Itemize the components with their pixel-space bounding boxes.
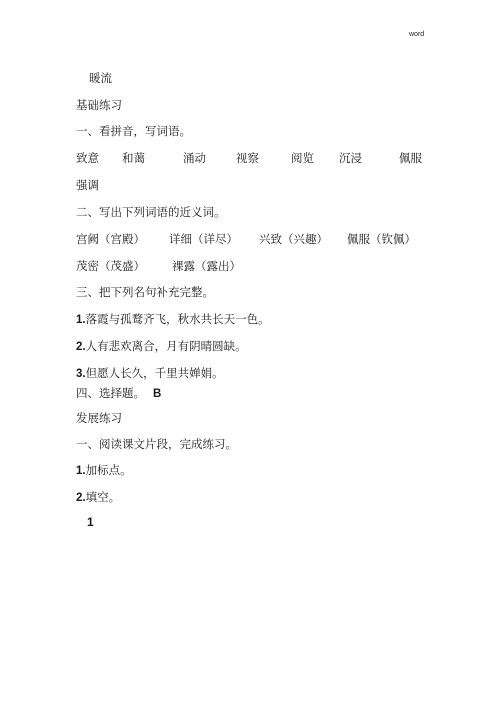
- exercise-number: 2.: [76, 492, 86, 504]
- synonym-pair: 详细（详尽）: [169, 232, 238, 246]
- dev-question-1-title: 一、阅读课文片段，完成练习。: [76, 437, 237, 451]
- question-3-title: 三、把下列名句补充完整。: [76, 285, 214, 299]
- verse-number: 1.: [76, 314, 86, 326]
- exercise-item: [76, 489, 120, 506]
- question-4: [76, 385, 161, 402]
- verse-text: 落霞与孤鹜齐飞，秋水共长天一色。: [85, 312, 270, 326]
- lesson-title: 暖流: [89, 71, 112, 85]
- verse-text: 但愿人长久，千里共婵娟。: [85, 366, 224, 380]
- word-item: 和蔼: [122, 151, 145, 165]
- exercise-text: 加标点。: [85, 463, 132, 477]
- page-number: 1: [87, 515, 94, 529]
- word-item: 强调: [76, 178, 99, 192]
- synonym-pair: 兴致（兴趣）: [259, 232, 328, 246]
- synonym-pair: 茂密（茂盛）: [76, 259, 145, 273]
- verse-item: [76, 338, 247, 355]
- section-basic-heading: 基础练习: [76, 98, 122, 112]
- verse-number: 3.: [76, 368, 86, 380]
- question-4-answer: B: [153, 388, 162, 400]
- word-item: 佩服: [399, 151, 422, 165]
- word-item: 致意: [76, 151, 99, 165]
- section-dev-heading: 发展练习: [76, 411, 122, 425]
- exercise-text: 填空。: [85, 490, 121, 504]
- word-item: 涌动: [183, 151, 206, 165]
- word-item: 沉浸: [339, 151, 362, 165]
- exercise-number: 1.: [76, 465, 86, 477]
- word-item: 阅览: [291, 151, 314, 165]
- verse-text: 人有悲欢离合，月有阴晴圆缺。: [85, 339, 247, 353]
- question-2-title: 二、写出下列词语的近义词。: [76, 205, 226, 219]
- page-header: word: [409, 31, 425, 38]
- synonym-pair: 佩服（钦佩）: [347, 232, 416, 246]
- synonym-pair: 宫阙（宫殿）: [76, 232, 145, 246]
- question-1-title: 一、看拼音，写词语。: [76, 124, 191, 138]
- synonym-pair: 裸露（露出）: [172, 259, 241, 273]
- verse-item: [76, 365, 224, 382]
- verse-number: 2.: [76, 341, 86, 353]
- verse-item: [76, 311, 270, 328]
- exercise-item: [76, 462, 132, 479]
- question-4-title: 四、选择题。: [76, 386, 145, 400]
- word-item: 视察: [236, 151, 259, 165]
